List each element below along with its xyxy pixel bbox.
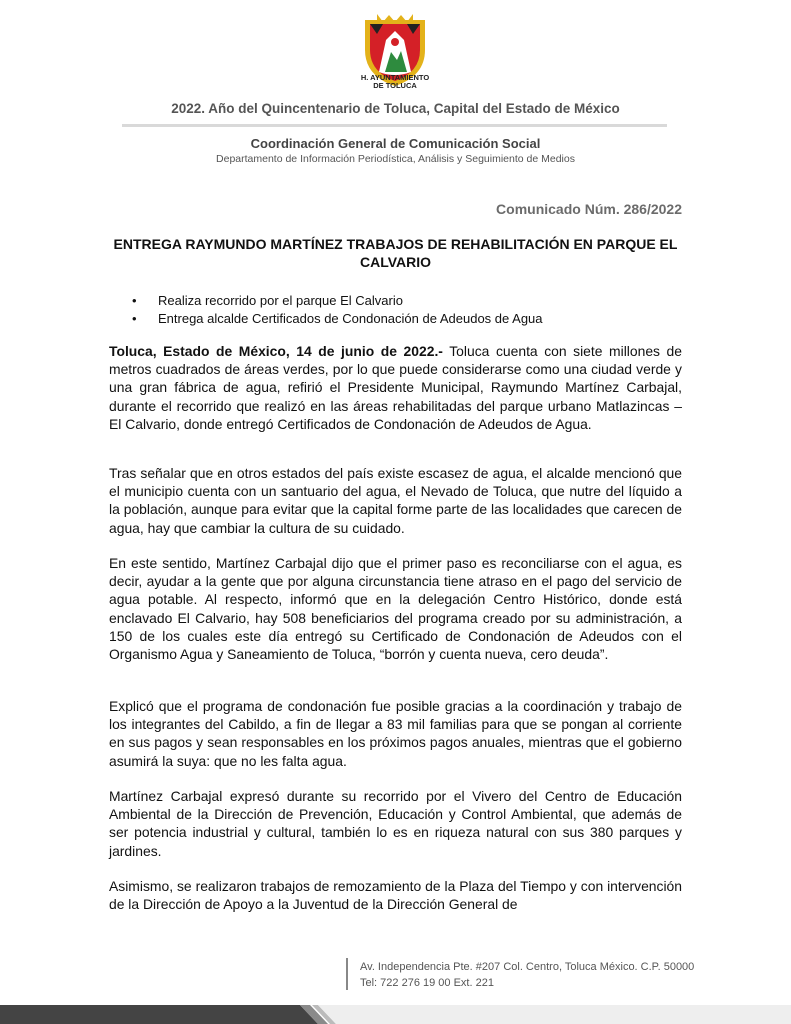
footer-divider	[346, 958, 348, 990]
footer-phone: Tel: 722 276 19 00 Ext. 221	[360, 977, 494, 989]
bullet-text: Entrega alcalde Certificados de Condonación de Adeudos de Agua	[158, 310, 543, 326]
bullet-item	[132, 292, 543, 310]
paragraph-1-text: Toluca cuenta con siete millones de metros cuadrados de áreas verdes, por lo que puede considerarse como una ciudad verde y una gran fábrica de agua, refirió el Presidente Municipal, Raymundo Martínez Carbajal, durante el recorrido que realizó en las áreas rehabilitadas del parque urbano Matlazincas – El Calvario, donde entregó Certificados de Condonación de Adeudos de Agua.	[109, 343, 683, 432]
footer-stripes	[0, 995, 791, 1024]
ayuntamiento-line-2: DE TOLUCA	[373, 81, 417, 90]
coordination-title: Coordinación General de Comunicación Social	[250, 136, 541, 151]
press-release-title: ENTREGA RAYMUNDO MARTÍNEZ TRABAJOS DE REHABILITACIÓN EN PARQUE EL CALVARIO	[113, 236, 678, 270]
bullet-item	[132, 310, 543, 328]
paragraph-5: Martínez Carbajal expresó durante su recorrido por el Vivero del Centro de Educación Ambiental de la Dirección de Prevención, Educación y Control Ambiental, que además de ser potencia industrial y cultural, también lo es en riqueza natural con sus 380 parques y jardines.	[109, 788, 682, 859]
header-divider	[122, 124, 667, 127]
bullet-glyph: •	[132, 293, 137, 308]
bullet-glyph: •	[132, 310, 137, 326]
dateline: Toluca, Estado de México, 14 de junio de 2022.-	[109, 343, 443, 359]
footer-address: Av. Independencia Pte. #207 Col. Centro, Toluca México. C.P. 50000	[360, 961, 695, 973]
communique-number: Comunicado Núm. 286/2022	[496, 201, 682, 217]
paragraph-4: Explicó que el programa de condonación fue posible gracias a la coordinación y trabajo de los integrantes del Cabildo, a fin de llegar a 83 mil familias para que se pongan al corriente en sus pagos y sean responsables en los próximos pagos anuales, mientras que el gobierno asumirá la suya: que no les falta agua.	[109, 698, 682, 769]
paragraph-3: En este sentido, Martínez Carbajal dijo que el primer paso es reconciliarse con el agua, es decir, ayudar a la gente que por alguna circunstancia tiene atraso en el pago del servicio de agua potable. Al respecto, informó que en la delegación Centro Histórico, donde está enclavado El Calvario, hay 508 beneficiarios del programa creado por su administración, a 150 de los cuales este día entregó su Certificado de Condonación de Adeudos con el Organismo Agua y Saneamiento de Toluca, “borrón y cuenta nueva, cero deuda”.	[109, 555, 682, 663]
paragraph-2: Tras señalar que en otros estados del país existe escasez de agua, el alcalde mencionó que el municipio cuenta con un santuario del agua, el Nevado de Toluca, que nutre del líquido a la población, aunque para evitar que la capital forme parte de las localidades que carecen de agua, hay que cambiar la cultura de su cuidado.	[109, 465, 682, 536]
year-slogan: 2022. Año del Quincentenario de Toluca, Capital del Estado de México	[171, 101, 620, 116]
paragraph-1	[109, 342, 682, 433]
paragraph-6: Asimismo, se realizaron trabajos de remozamiento de la Plaza del Tiempo y con intervención de la Dirección de Apoyo a la Juventud de la Dirección General de	[109, 878, 682, 913]
bullet-text: Realiza recorrido por el parque El Calvario	[158, 293, 403, 308]
summary-bullets	[132, 292, 543, 327]
ayuntamiento-label	[330, 74, 460, 90]
department-subtitle: Departamento de Información Periodística, Análisis y Seguimiento de Medios	[216, 153, 575, 165]
ayuntamiento-line-1: H. AYUNTAMIENTO	[360, 73, 430, 82]
